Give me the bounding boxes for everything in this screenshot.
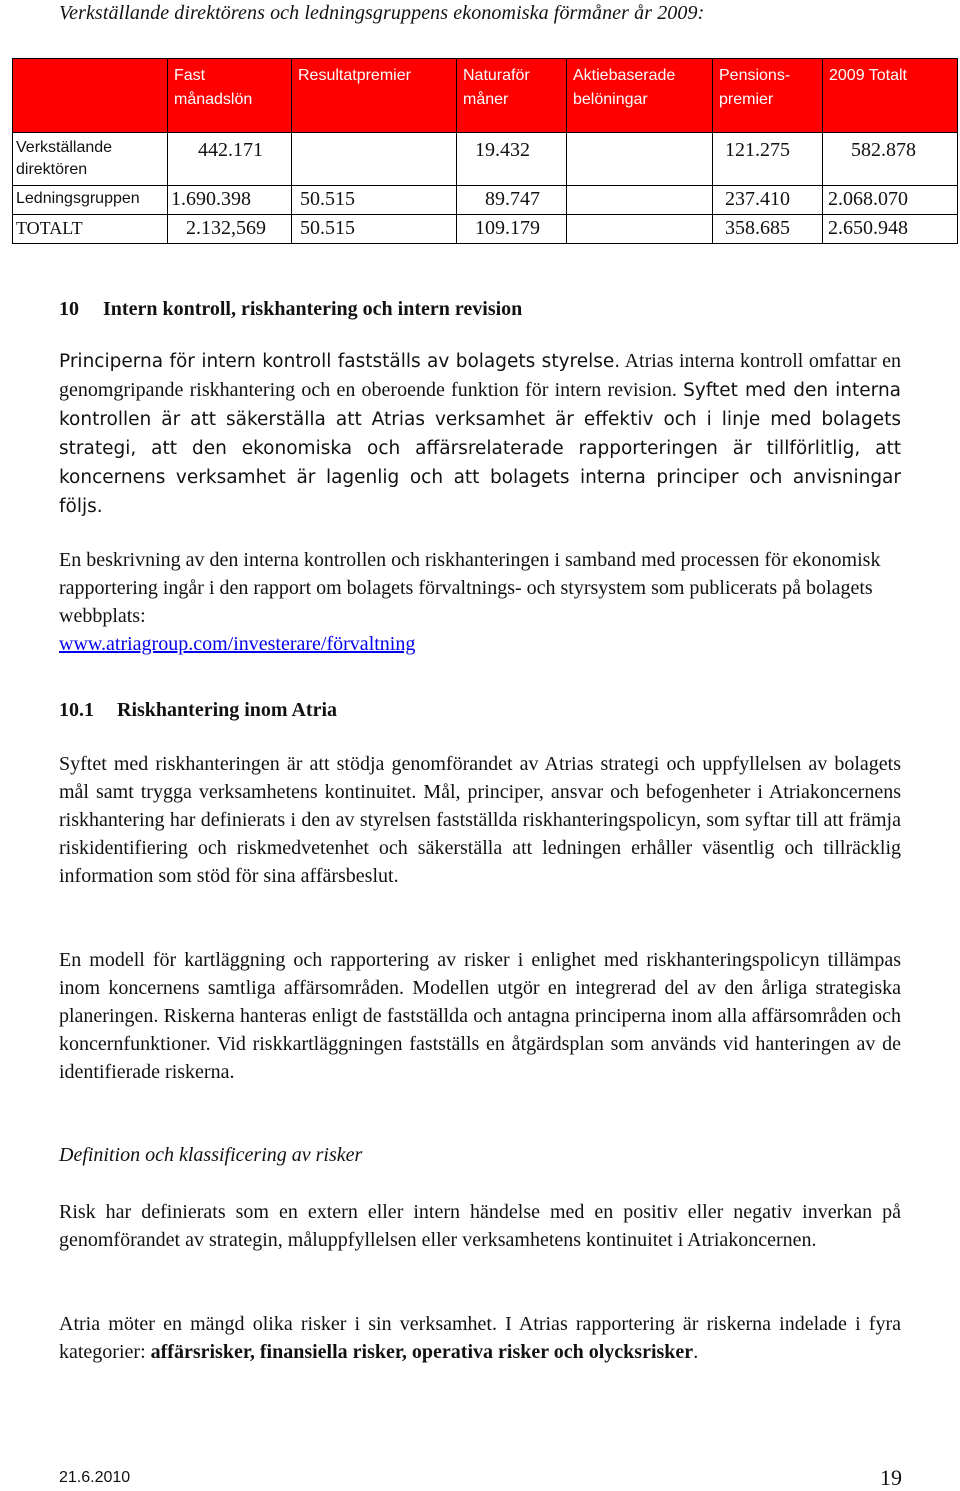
cell-resultat: 50.515 (292, 186, 457, 215)
page-number: 19 (880, 1465, 902, 1490)
row-label: Verkställande direktören (13, 133, 168, 186)
table-row (13, 133, 958, 186)
row-label: TOTALT (13, 215, 168, 244)
cell-total: 2.068.070 (823, 186, 958, 215)
page-heading: Verkställande direktörens och ledningsgruppens ekonomiska förmåner år 2009: (59, 2, 705, 24)
table-row (13, 186, 958, 215)
cell-fast: 442.171 (168, 133, 292, 186)
paragraph-riskkategorier (59, 1310, 901, 1366)
section-title: Riskhantering inom Atria (117, 699, 338, 721)
cell-pension: 358.685 (713, 215, 823, 244)
footer-date: 21.6.2010 (59, 1469, 131, 1486)
paragraph-sentence: Atrias interna kontroll omfattar en genomgripande riskhantering och en oberoende funktion för intern revision. (59, 350, 902, 401)
cell-natura: 109.179 (457, 215, 567, 244)
cell-fast: 2.132,569 (168, 215, 292, 244)
paragraph-text: Atria möter en mängd olika risker i sin verksamhet. I Atrias rapportering är riskerna indelade i fyra kategorier: (59, 1313, 901, 1363)
cell-resultat (292, 133, 457, 186)
column-header-total: 2009 Totalt (823, 59, 958, 133)
cell-pension: 237.410 (713, 186, 823, 215)
website-link[interactable]: www.atriagroup.com/investerare/förvaltning (59, 633, 416, 655)
cell-pension: 121.275 (713, 133, 823, 186)
cell-fast: 1.690.398 (168, 186, 292, 215)
paragraph-sentence: Principerna för intern kontroll fastställs av bolagets styrelse. (59, 351, 621, 372)
cell-total: 2.650.948 (823, 215, 958, 244)
paragraph-risk-definition: Risk har definierats som en extern eller intern händelse med en positiv eller negativ inverkan på genomförandet av strategin, måluppfyllelsen eller verksamhetens kontinuitet i Atriakoncernen. (59, 1201, 901, 1251)
column-header-aktie: Aktiebaserade belöningar (567, 59, 713, 133)
row-label: Ledningsgruppen (13, 186, 168, 215)
section-number: 10 (59, 298, 79, 320)
cell-aktie (567, 215, 713, 244)
cell-natura: 19.432 (457, 133, 567, 186)
paragraph-text: En beskrivning av den interna kontrollen och riskhanteringen i samband med processen för ekonomisk rapportering ingår i den rapport om bolagets förvaltnings- och styrsystem som publicerats på bolagets webbplats: (59, 549, 881, 627)
cell-total: 582.878 (823, 133, 958, 186)
paragraph-end: . (693, 1341, 699, 1363)
cell-aktie (567, 133, 713, 186)
compensation-table (12, 58, 958, 244)
paragraph-syfte-riskhantering: Syftet med riskhanteringen är att stödja genomförandet av Atrias strategi och uppfyllelsen av bolagets mål samt trygga verksamhetens kontinuitet. Mål, principer, ansvar och befogenheter i Atriakoncernens riskhantering har definierats i den av styrelsen fastställda riskhanteringspolicyn, som syftar till att främja riskidentifiering och riskmedvetenhet och säkerställa att ledningen erhåller väsentlig och tillräcklig information som stöd för sina affärsbeslut. (59, 753, 901, 887)
paragraph-modell: En modell för kartläggning och rapportering av risker i enlighet med riskhanteringspolicyn tillämpas inom koncernens samtliga affärsområden. Modellen utgör en integrerad del av den årliga strategiska planeringen. Riskerna hanteras enligt de fastställda och antagna principerna inom alla affärsområden och koncernfunktioner. Vid riskkartläggningen fastställs en åtgärdsplan som används vid hanteringen av de identifierade riskerna. (59, 949, 901, 1083)
paragraph-beskrivning (59, 546, 901, 658)
risk-categories: affärsrisker, finansiella risker, operativa risker och olycksrisker (150, 1341, 694, 1363)
subheading-definition: Definition och klassificering av risker (59, 1144, 363, 1166)
column-header-fast: Fast månadslön (168, 59, 292, 133)
section-heading-10-1 (59, 699, 337, 722)
column-header-pension: Pensions- premier (713, 59, 823, 133)
section-heading-10 (59, 298, 522, 321)
cell-natura: 89.747 (457, 186, 567, 215)
section-title: Intern kontroll, riskhantering och intern revision (103, 298, 523, 320)
column-header-natura: Naturaför måner (457, 59, 567, 133)
section-number: 10.1 (59, 699, 94, 721)
table-header-corner (13, 59, 168, 133)
table-row (13, 215, 958, 244)
cell-resultat: 50.515 (292, 215, 457, 244)
paragraph-intern-kontroll (59, 347, 901, 521)
table-header-row (13, 59, 958, 133)
column-header-resultat: Resultatpremier (292, 59, 457, 133)
cell-aktie (567, 186, 713, 215)
paragraph-sentence: Syftet med den interna kontrollen är att säkerställa att Atrias verksamhet är effektiv och i linje med bolagets strategi, att den ekonomiska och affärsrelaterade rapporteringen är tillförlitlig, att koncernens verksamhet är lagenlig och att bolagets interna principer och anvisningar följs. (59, 380, 902, 517)
